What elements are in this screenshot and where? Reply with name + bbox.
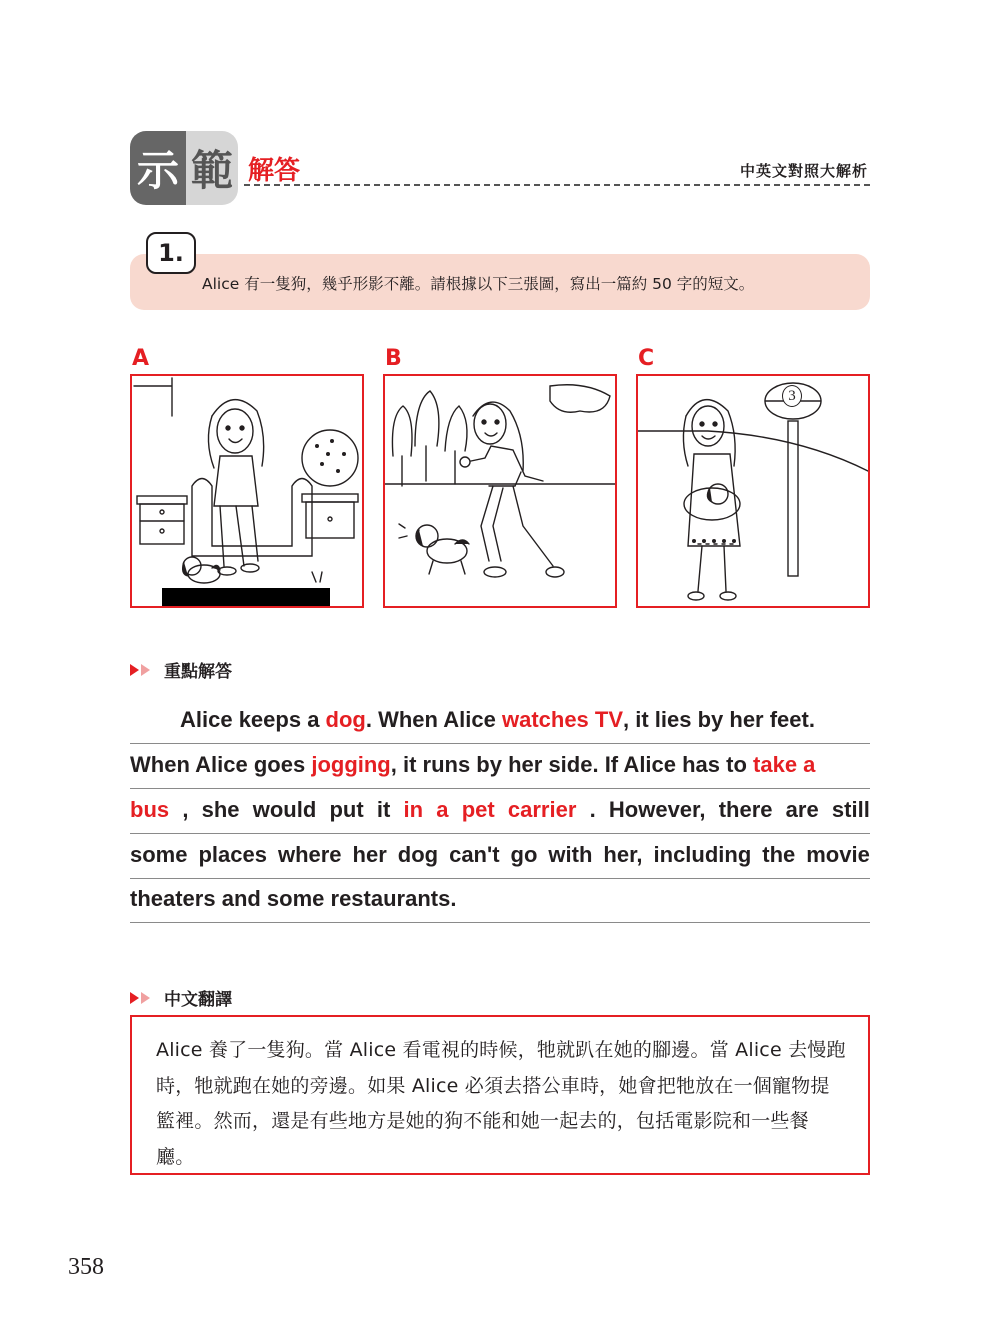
answer-word: places <box>198 842 267 867</box>
panel-c-label: C <box>638 346 655 371</box>
translation-heading-text: 中文翻譯 <box>164 990 232 1010</box>
question-prompt: Alice 有一隻狗，幾乎形影不離。請根據以下三張圖，寫出一篇約 50 字的短文。 <box>202 275 755 293</box>
answer-word: the <box>762 842 796 867</box>
translation-box <box>130 1015 870 1175</box>
answer-word: would <box>252 797 317 822</box>
answer-word: including <box>653 842 752 867</box>
answer-text: Alice keeps a <box>180 707 326 732</box>
header-dashed-rule <box>244 184 870 186</box>
highlighted-phrase: jogging <box>311 752 391 777</box>
section-title: 解答 <box>248 156 301 186</box>
highlighted-phrase: take a <box>753 752 816 777</box>
answer-word: . <box>589 797 596 822</box>
answer-word: she <box>201 797 240 822</box>
panel-a-illustration <box>130 374 364 608</box>
answer-text: theaters and some restaurants. <box>130 886 457 911</box>
answer-line-2 <box>130 744 870 789</box>
answer-line-1 <box>130 699 870 744</box>
answer-text: When Alice goes <box>130 752 312 777</box>
section-badge-char-1: 示 <box>130 131 186 205</box>
answer-word: still <box>831 797 870 822</box>
panel-a-label: A <box>132 346 150 371</box>
answer-word: there <box>718 797 773 822</box>
answer-word: are <box>785 797 819 822</box>
page-number: 358 <box>68 1254 104 1280</box>
answer-text: . When Alice <box>365 707 502 732</box>
answer-word: dog <box>397 842 439 867</box>
answer-heading <box>130 657 232 682</box>
translation-heading <box>130 985 232 1010</box>
highlighted-phrase: bus <box>130 797 170 822</box>
highlighted-phrase: a <box>436 797 449 822</box>
panel-b-label: B <box>385 346 402 371</box>
answer-word: go <box>510 842 538 867</box>
answer-word: where <box>277 842 342 867</box>
answer-text: , it lies by her feet. <box>623 707 815 732</box>
answer-line-5 <box>130 878 870 923</box>
highlighted-phrase: dog <box>325 707 366 732</box>
answer-word: some <box>130 842 188 867</box>
highlighted-phrase: in <box>403 797 424 822</box>
answer-word: put <box>329 797 364 822</box>
answer-word: However, <box>608 797 706 822</box>
section-subtitle: 中英文對照大解析 <box>739 162 868 180</box>
answer-word: it <box>376 797 391 822</box>
answer-word: with <box>548 842 593 867</box>
answer-line-3 <box>130 789 870 834</box>
answer-word: , <box>182 797 189 822</box>
play-arrows-icon <box>130 664 152 676</box>
section-badge-char-2: 範 <box>186 131 238 205</box>
answer-word: movie <box>806 842 870 867</box>
translation-text: Alice 養了一隻狗。當 Alice 看電視的時候，牠就趴在她的腳邊。當 Alice 去慢跑時，牠就跑在她的旁邊。如果 Alice 必須去搭公車時，她會把牠放在一個寵物提籃裡。然而，還是有些地方是她的狗不能和她一起去的，包括電影院和一些餐廳。 <box>156 1039 846 1168</box>
bus-stop-number: 3 <box>782 385 802 407</box>
answer-word: her <box>352 842 387 867</box>
answer-word: can't <box>449 842 500 867</box>
play-arrows-icon <box>130 992 152 1004</box>
highlighted-phrase: carrier <box>507 797 577 822</box>
question-number: 1. <box>146 232 196 274</box>
answer-line-4 <box>130 834 870 879</box>
answer-text: , it runs by her side. If Alice has to <box>390 752 754 777</box>
panel-c-illustration <box>636 374 870 608</box>
answer-word: her, <box>603 842 643 867</box>
highlighted-phrase: watches TV <box>501 707 624 732</box>
highlighted-phrase: pet <box>461 797 495 822</box>
panel-b-illustration <box>383 374 617 608</box>
answer-heading-text: 重點解答 <box>164 662 232 682</box>
